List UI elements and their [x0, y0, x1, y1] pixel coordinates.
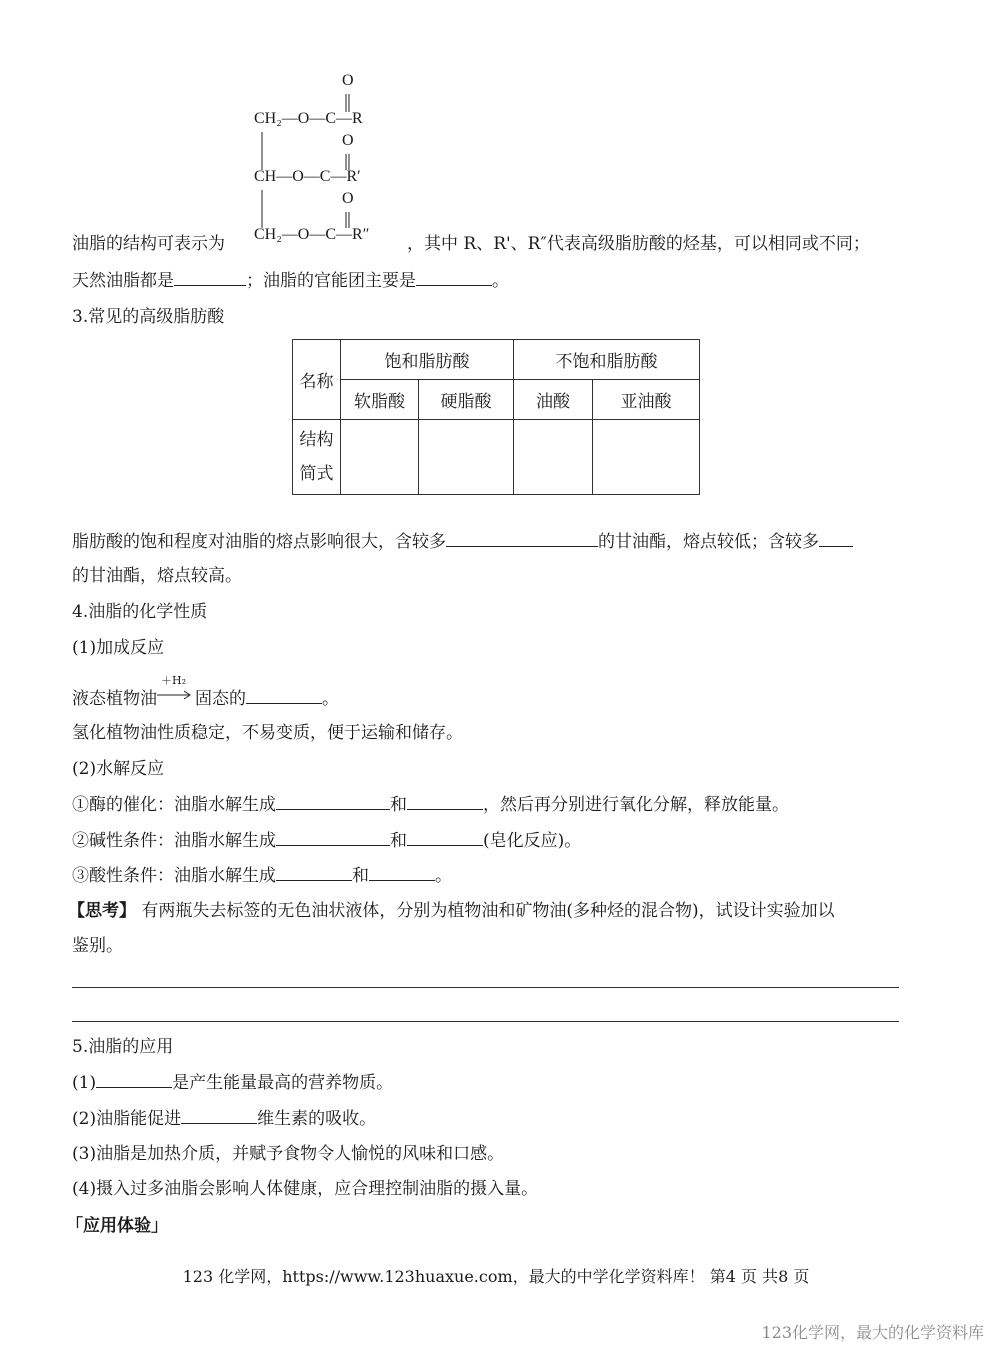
table-col-stearic: 硬脂酸	[419, 380, 514, 420]
blank-natural-oil[interactable]	[174, 269, 246, 286]
natural-oil-line: 天然油脂都是 ；油脂的官能团主要是 。	[72, 271, 509, 291]
blank-unsaturated[interactable]	[446, 530, 598, 547]
page-footer: 123 化学网，https://www.123huaxue.com，最大的中学化学资料库！ 第4 页 共8 页	[182, 1267, 810, 1286]
table-row-structure: 结构 简式	[293, 420, 341, 495]
carbonyl-o-2: O	[342, 132, 354, 149]
blank-base-1[interactable]	[276, 829, 390, 846]
application-2: (2)油脂能促进 维生素的吸收。	[72, 1109, 377, 1129]
table-cell-blank[interactable]	[419, 420, 514, 495]
structure-description: 油脂的结构可表示为 ，其中 R、R'、R″代表高级脂肪酸的烃基，可以相同或不同；	[72, 234, 870, 254]
table-header-name: 名称	[293, 340, 341, 420]
think-question: 【思考】 有两瓶失去标签的无色油状液体，分别为植物油和矿物油(多种烃的混合物)，试设计实验加以	[68, 901, 835, 921]
table-cell-blank[interactable]	[341, 420, 419, 495]
blank-energy[interactable]	[96, 1071, 172, 1088]
structure-row-2: CH—O—C—R′	[254, 168, 361, 185]
hydrolysis-enzyme: ①酶的催化：油脂水解生成 和 ，然后再分别进行氧化分解，释放能量。	[72, 795, 789, 815]
reaction-arrow: ＋H₂	[157, 688, 195, 704]
think-question-cont: 鉴别。	[72, 936, 123, 956]
hydrolysis-base: ②碱性条件：油脂水解生成 和 (皂化反应)。	[72, 831, 582, 851]
answer-line-2[interactable]	[72, 1021, 899, 1022]
table-col-linoleic: 亚油酸	[593, 380, 700, 420]
table-header-saturated: 饱和脂肪酸	[341, 340, 514, 380]
structure-row-1: CH₂—O—C—R	[254, 110, 363, 127]
fatty-acid-table	[292, 339, 700, 495]
think-label: 【思考】	[68, 901, 136, 921]
structure-bonds	[250, 70, 410, 255]
table-col-palmitic: 软脂酸	[341, 380, 419, 420]
site-watermark: 123化学网，最大的化学资料库	[761, 1323, 984, 1342]
blank-saturated[interactable]	[819, 530, 853, 547]
blank-enzyme-1[interactable]	[276, 793, 390, 810]
blank-vitamin[interactable]	[181, 1107, 257, 1124]
triglyceride-structure	[250, 70, 410, 255]
application-1: (1) 是产生能量最高的营养物质。	[72, 1073, 394, 1093]
table-cell-blank[interactable]	[514, 420, 593, 495]
hydrogenated-oil-note: 氢化植物油性质稳定，不易变质，便于运输和储存。	[72, 723, 463, 743]
blank-acid-2[interactable]	[369, 864, 435, 881]
experience-heading: 「应用体验」	[66, 1216, 168, 1236]
melting-point-line-2: 的甘油酯，熔点较高。	[72, 566, 242, 586]
section-3-title: 3.常见的高级脂肪酸	[72, 307, 225, 327]
addition-title: (1)加成反应	[72, 638, 165, 658]
carbonyl-o-3: O	[342, 190, 354, 207]
application-3: (3)油脂是加热介质，并赋予食物令人愉悦的风味和口感。	[72, 1144, 505, 1164]
table-cell-blank[interactable]	[593, 420, 700, 495]
carbonyl-o-1: O	[342, 72, 354, 89]
table-header-unsaturated: 不饱和脂肪酸	[514, 340, 700, 380]
blank-functional-group[interactable]	[416, 269, 492, 286]
answer-line-1[interactable]	[72, 987, 899, 988]
section-5-title: 5.油脂的应用	[72, 1037, 174, 1057]
addition-reaction: 液态植物油 ＋H₂ 固态的 。	[72, 674, 339, 709]
structure-row-3: CH₂—O—C—R″	[254, 226, 370, 243]
hydrolysis-acid: ③酸性条件：油脂水解生成 和 。	[72, 866, 452, 886]
melting-point-line-1: 脂肪酸的饱和程度对油脂的熔点影响很大，含较多 的甘油酯，熔点较低；含较多	[72, 530, 853, 553]
blank-base-2[interactable]	[407, 829, 483, 846]
blank-acid-1[interactable]	[276, 864, 352, 881]
table-col-oleic: 油酸	[514, 380, 593, 420]
blank-enzyme-2[interactable]	[407, 793, 483, 810]
hydrolysis-title: (2)水解反应	[72, 759, 165, 779]
blank-solid-fat[interactable]	[246, 687, 322, 704]
application-4: (4)摄入过多油脂会影响人体健康，应合理控制油脂的摄入量。	[72, 1179, 539, 1199]
section-4-title: 4.油脂的化学性质	[72, 602, 208, 622]
